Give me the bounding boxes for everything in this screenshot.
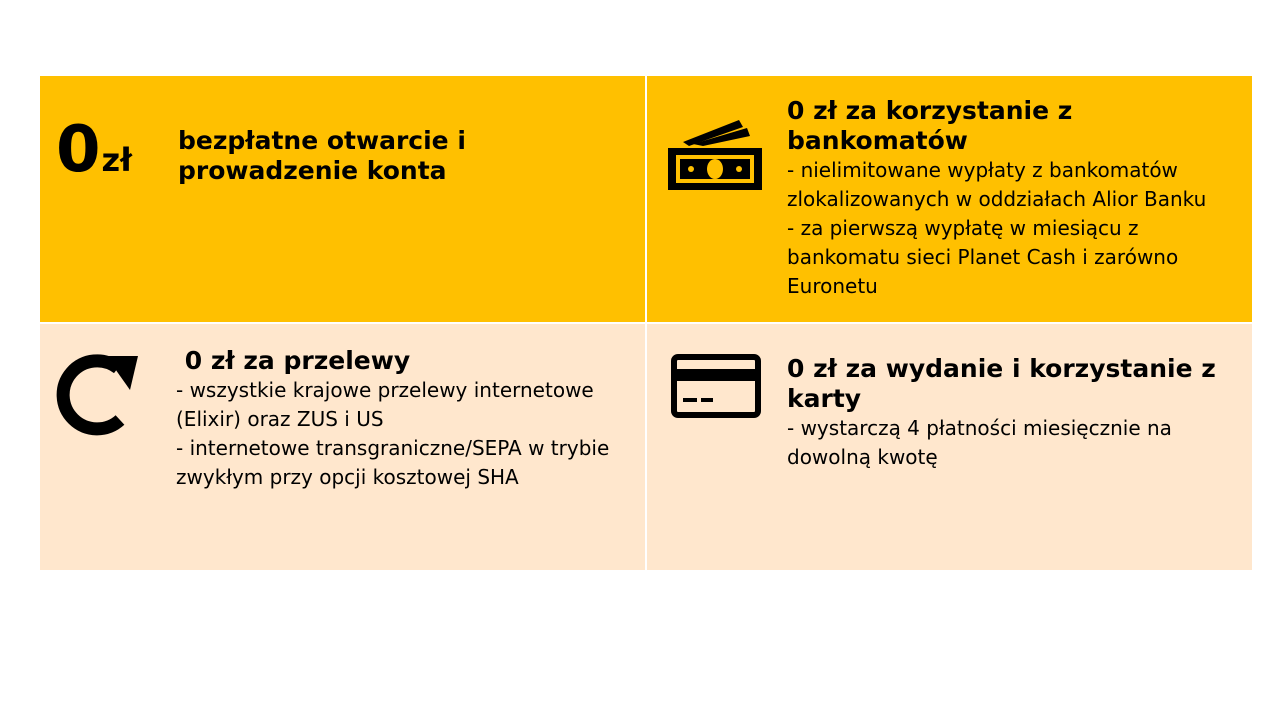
amount-value: 0 <box>56 113 100 187</box>
benefit-text-transfers <box>176 346 636 492</box>
benefit-line: Euronetu <box>787 274 878 298</box>
benefits-grid <box>40 76 1252 570</box>
benefit-line: - nielimitowane wypłaty z bankomatów <box>787 158 1178 182</box>
benefit-cell-card <box>647 324 1252 570</box>
zero-zloty-badge <box>56 113 133 187</box>
currency-label: zł <box>101 141 133 179</box>
benefit-title: 0 zł za korzystanie z bankomatów <box>787 96 1082 155</box>
benefit-line: bankomatu sieci Planet Cash i zarówno <box>787 245 1179 269</box>
benefit-cell-atm <box>647 76 1252 322</box>
refresh-icon <box>56 350 142 440</box>
benefit-text-atm <box>787 96 1247 301</box>
benefit-line: - internetowe transgraniczne/SEPA w trybie <box>176 436 610 460</box>
benefit-line: dowolną kwotę <box>787 445 938 469</box>
benefit-title: 0 zł za przelewy <box>176 346 411 375</box>
benefit-text-account <box>178 126 638 186</box>
credit-card-icon <box>671 354 761 418</box>
benefit-title: bezpłatne otwarcie i prowadzenie konta <box>178 126 475 185</box>
benefit-line: - wystarczą 4 płatności miesięcznie na <box>787 416 1172 440</box>
benefit-title: 0 zł za wydanie i korzystanie z karty <box>787 354 1225 413</box>
benefit-line: zwykłym przy opcji kosztowej SHA <box>176 465 519 489</box>
money-icon <box>665 118 765 194</box>
benefit-cell-account <box>40 76 645 322</box>
benefit-line: (Elixir) oraz ZUS i US <box>176 407 384 431</box>
benefit-line: - za pierwszą wypłatę w miesiącu z <box>787 216 1139 240</box>
benefit-cell-transfers <box>40 324 645 570</box>
benefit-text-card <box>787 354 1242 472</box>
benefit-line: zlokalizowanych w oddziałach Alior Banku <box>787 187 1207 211</box>
benefit-line: - wszystkie krajowe przelewy internetowe <box>176 378 594 402</box>
